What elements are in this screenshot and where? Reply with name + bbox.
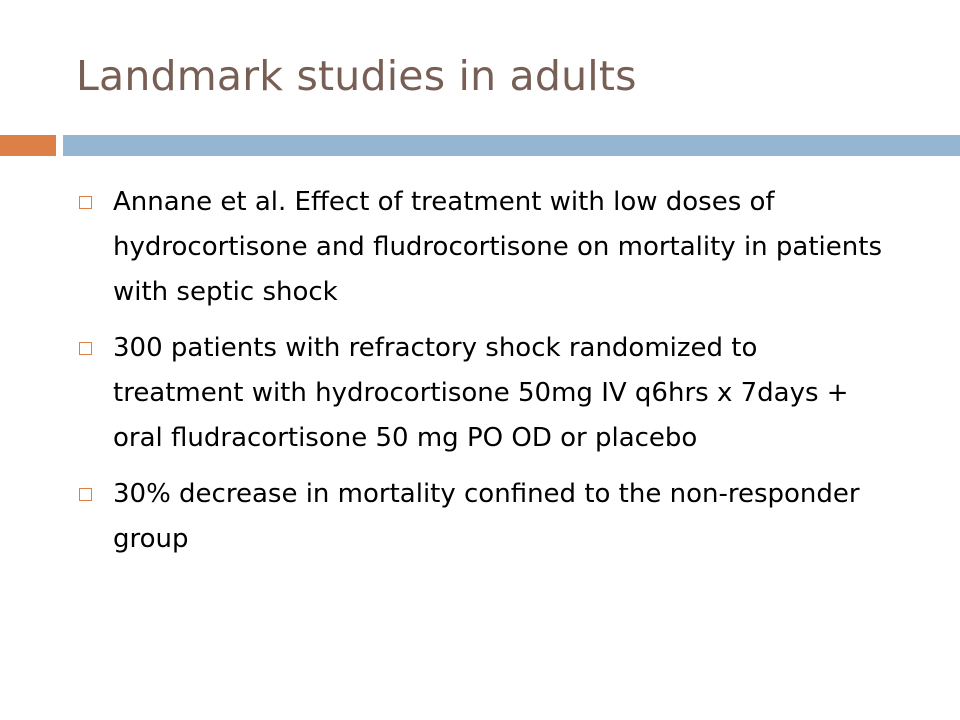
- title-accent-bar-blue: [63, 135, 960, 156]
- bullet-item: [76, 326, 896, 461]
- slide-title: Landmark studies in adults: [76, 52, 637, 100]
- bullet-item: [76, 472, 896, 562]
- bullet-list: [76, 180, 896, 573]
- title-accent-bar-orange: [0, 135, 56, 156]
- square-bullet-icon: [79, 488, 92, 501]
- bullet-item: [76, 180, 896, 315]
- square-bullet-icon: [79, 342, 92, 355]
- bullet-text: 30% decrease in mortality confined to the non-responder group: [113, 479, 860, 554]
- square-bullet-icon: [79, 196, 92, 209]
- bullet-text: 300 patients with refractory shock randomized to treatment with hydrocortisone 50mg IV q6hrs x 7days + oral fludracortisone 50 mg PO OD or placebo: [113, 333, 849, 453]
- bullet-text: Annane et al. Effect of treatment with low doses of hydrocortisone and fludrocortisone on mortality in patients with septic shock: [113, 187, 882, 307]
